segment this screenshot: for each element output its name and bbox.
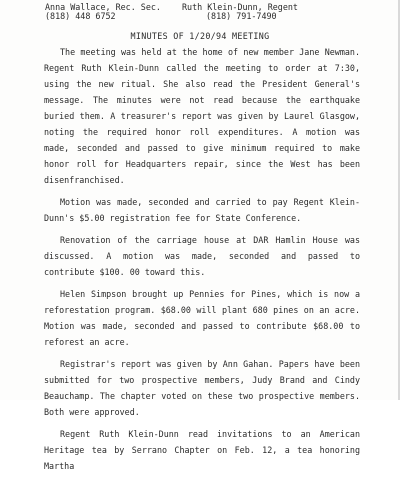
recording-secretary-name: Anna Wallace, Rec. Sec.: [45, 2, 161, 12]
regent-name: Ruth Klein-Dunn, Regent: [182, 2, 298, 12]
paragraph-registration-fee: Motion was made, seconded and carried to pay Regent Klein-Dunn's $5.00 registration fee for State Conference.: [44, 197, 360, 223]
regent-contact: [182, 3, 298, 21]
minutes-title: MINUTES OF 1/20/94 MEETING: [130, 31, 270, 41]
recording-secretary-contact: [45, 3, 161, 21]
regent-phone: (818) 791-7490: [206, 11, 277, 21]
paragraph-carriage-house: Renovation of the carriage house at DAR Hamlin House was discussed. A motion was made, seconded and passed to contribute $100. 00 toward this.: [44, 235, 360, 277]
paragraph-meeting-opening: The meeting was held at the home of new member Jane Newman. Regent Ruth Klein-Dunn called the meeting to order at 7:30, using the new ritual. She also read the President General's message. The minutes were not read because the earthquake buried them. A treasurer's report was given by Laurel Glasgow, noting the required honor roll expenditures. A motion was made, seconded and passed to give minimum required to make honor roll for Headquarters repair, since the West has been disenfranchised.: [44, 47, 360, 185]
minutes-body: [44, 44, 360, 480]
paragraph-registrar-report: Registrar's report was given by Ann Gahan. Papers have been submitted for two prospective members, Judy Brand and Cindy Beauchamp. The chapter voted on these two prospective members. Both were approved.: [44, 359, 360, 417]
recording-secretary-phone: (818) 448 6752: [45, 11, 116, 21]
paragraph-pennies-for-pines: Helen Simpson brought up Pennies for Pines, which is now a reforestation program. $68.00 will plant 680 pines on an acre. Motion was made, seconded and passed to contribute $68.00 to reforest an acre.: [44, 289, 360, 347]
paragraph-invitations: Regent Ruth Klein-Dunn read invitations to an American Heritage tea by Serrano Chapter on Feb. 12, a tea honoring Martha: [44, 429, 360, 471]
